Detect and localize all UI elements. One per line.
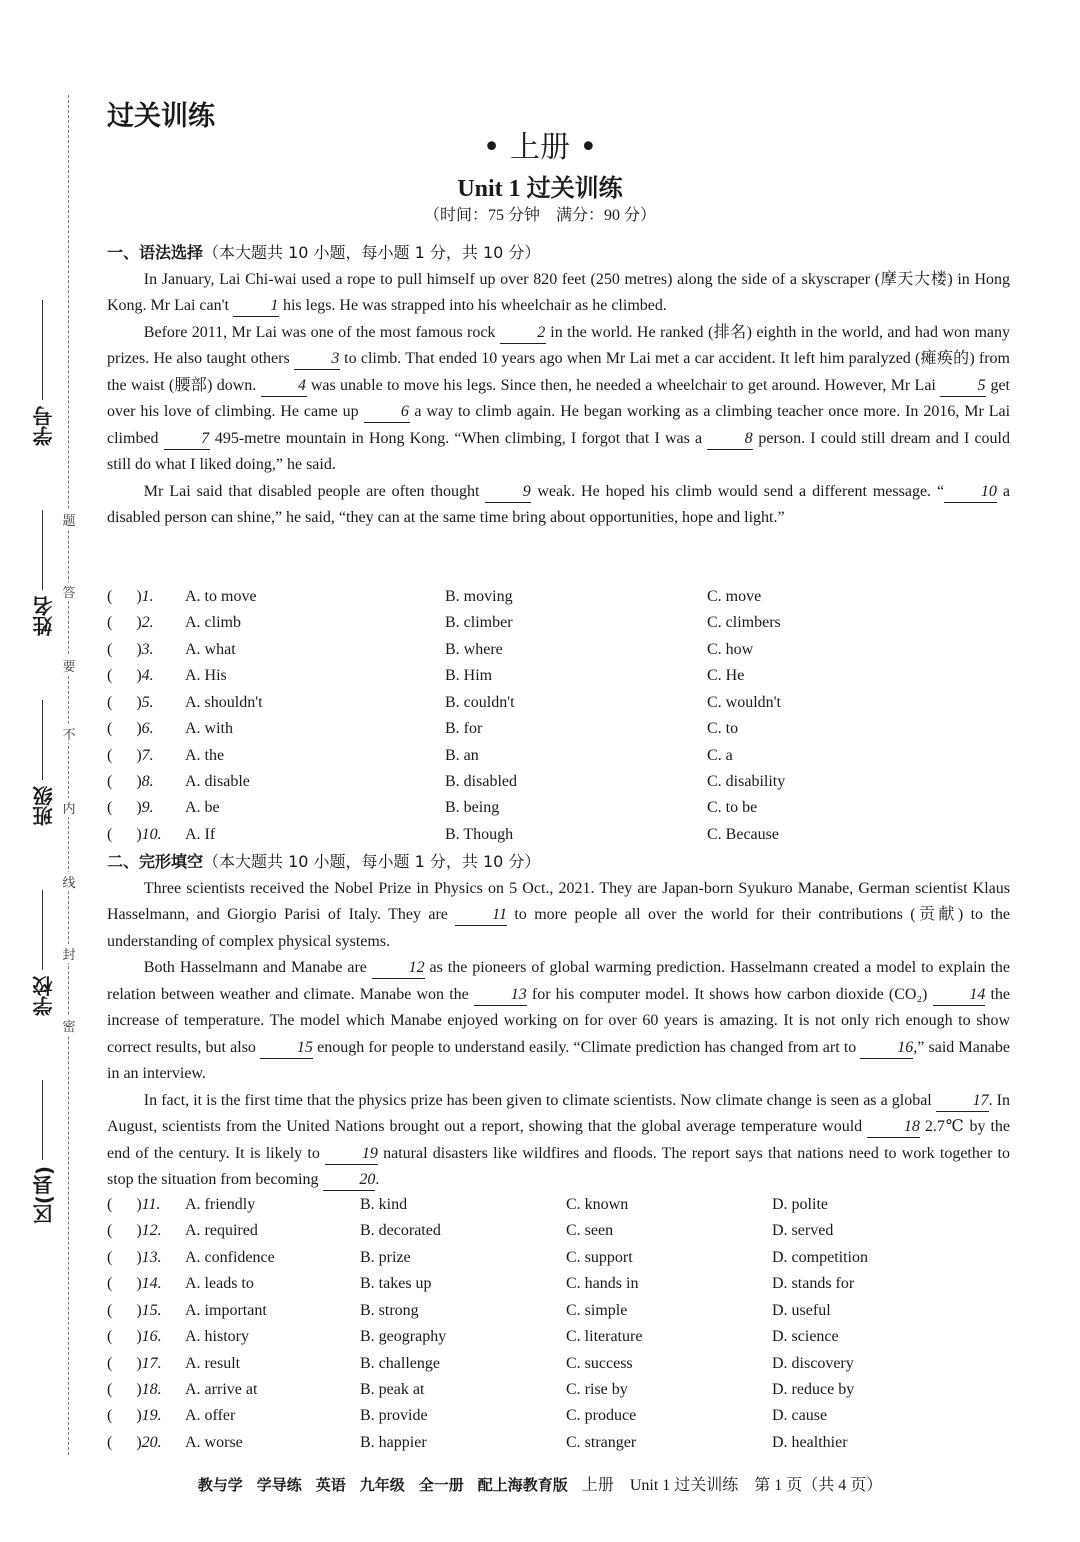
question-number: 10. (141, 825, 162, 843)
answer-blank[interactable]: 11 (455, 905, 507, 926)
answer-bracket[interactable]: ( )17. (107, 1354, 162, 1372)
answer-bracket[interactable]: ( )7. (107, 746, 154, 764)
answer-bracket[interactable]: ( )8. (107, 773, 154, 791)
option-b[interactable]: B. climber (445, 614, 513, 632)
option-b[interactable]: B. for (445, 720, 483, 738)
option-c[interactable]: C. simple (566, 1301, 628, 1319)
question-number: 14. (141, 1275, 162, 1293)
passage-text: Mr Lai said that disabled people are often thought (143, 482, 486, 500)
answer-blank[interactable]: 10 (944, 482, 997, 503)
seal-char: 内 (62, 798, 76, 817)
option-b[interactable]: B. happier (360, 1433, 427, 1451)
question-row (107, 822, 1010, 848)
option-c[interactable]: C. produce (566, 1407, 637, 1425)
passage-text: as the pioneers of global warming prediction. Hasselmann created a model to explain the relation between weather and climate. Manabe won the (107, 959, 1010, 1003)
question-row (107, 1430, 1010, 1456)
passage-text: to climb. That ended 10 years ago when Mr Lai met a car accident. It left him paralyzed (瘫痪的) from the waist (腰部) down. (107, 350, 1010, 394)
answer-bracket[interactable]: ( )1. (107, 587, 154, 605)
passage-text: 495-metre mountain in Hong Kong. “When climbing, I forgot that I was a (209, 429, 708, 447)
question-row (107, 769, 1010, 795)
part-title-rest: （本大题共 10 小题，每小题 1 分，共 10 分） (203, 243, 541, 262)
passage-text: in the world. He ranked (排名) eighth in the world, and had won many prizes. He also taught others (107, 323, 1010, 367)
seal-char: 线 (62, 872, 76, 891)
option-a[interactable]: A. history (185, 1328, 249, 1346)
seal-char: 要 (62, 656, 76, 675)
question-number: 12. (141, 1222, 162, 1240)
answer-bracket[interactable]: ( )12. (107, 1222, 162, 1240)
question-row (107, 1377, 1010, 1403)
answer-bracket[interactable]: ( )19. (107, 1407, 162, 1425)
footer-book-info: 配上海教育版 (477, 1476, 568, 1494)
answer-blank[interactable]: 20 (323, 1170, 376, 1191)
option-c[interactable]: C. hands in (566, 1275, 639, 1293)
option-b[interactable]: B. geography (360, 1328, 447, 1346)
option-c[interactable]: C. seen (566, 1222, 614, 1240)
option-a[interactable]: A. be (185, 799, 220, 817)
option-b[interactable]: B. couldn't (445, 693, 515, 711)
answer-blank[interactable]: 16 (860, 1038, 913, 1059)
answer-bracket[interactable]: ( )9. (107, 799, 154, 817)
passage-text: weak. He hoped his climb would send a different message. “ (531, 482, 945, 500)
option-c[interactable]: C. move (707, 587, 762, 605)
question-row (107, 1192, 1010, 1218)
passage-text: ,” said Manabe in an interview. (107, 1038, 1011, 1082)
footer-page-info: 上册 Unit 1 过关训练 第 1 页（共 4 页） (581, 1477, 883, 1494)
answer-blank[interactable]: 5 (940, 376, 986, 397)
seal-line (68, 95, 69, 1455)
option-b[interactable]: B. being (445, 799, 500, 817)
field-label: 班级 (31, 786, 56, 826)
option-b[interactable]: B. decorated (360, 1222, 441, 1240)
option-a[interactable]: A. to move (185, 587, 257, 605)
question-number: 4. (141, 667, 154, 685)
passage-text: person. I could still dream and I could still do what I liked doing,” he said. (107, 429, 1011, 473)
field-name[interactable] (26, 510, 60, 636)
footer-book-info: 学导练 (256, 1476, 302, 1494)
answer-blank[interactable]: 14 (933, 985, 986, 1006)
question-row (107, 1298, 1010, 1324)
question-number: 7. (141, 746, 154, 764)
field-label: 区(县) (31, 1166, 56, 1225)
field-school[interactable] (26, 890, 60, 1016)
option-b[interactable]: B. kind (360, 1195, 408, 1213)
option-a[interactable]: A. with (185, 720, 233, 738)
option-c[interactable]: C. rise by (566, 1381, 628, 1399)
answer-blank[interactable]: 4 (261, 376, 307, 397)
option-c[interactable]: C. known (566, 1195, 629, 1213)
part-grammar (107, 240, 1010, 532)
time-info: （时间：75 分钟 满分：90 分） (423, 207, 656, 224)
option-a[interactable]: A. what (185, 640, 236, 658)
question-number: 15. (141, 1301, 162, 1319)
field-label: 学号 (31, 406, 56, 446)
answer-bracket[interactable]: ( )15. (107, 1301, 162, 1319)
option-a[interactable]: A. offer (185, 1407, 236, 1425)
question-number: 11. (141, 1195, 161, 1213)
option-d[interactable]: D. competition (772, 1248, 868, 1266)
answer-blank[interactable]: 1 (233, 296, 279, 317)
answer-bracket[interactable]: ( )16. (107, 1328, 162, 1346)
option-a[interactable]: A. disable (185, 773, 250, 791)
option-a[interactable]: A. shouldn't (185, 693, 263, 711)
option-b[interactable]: B. peak at (360, 1381, 425, 1399)
question-row (107, 1271, 1010, 1297)
answer-blank[interactable]: 9 (485, 482, 531, 503)
question-number: 5. (141, 693, 154, 711)
passage-text: . In August, scientists from the United Nations brought out a report, showing that the global average temperature would (107, 1091, 1011, 1135)
option-b[interactable]: B. Though (445, 825, 514, 843)
option-c[interactable]: C. literature (566, 1328, 643, 1346)
question-row (107, 637, 1010, 663)
option-a[interactable]: A. His (185, 667, 227, 685)
passage-text: Three scientists received the Nobel Prize in Physics on 5 Oct., 2021. They are Japan-born Syukuro Manabe, German scientist Klaus Hasselmann, and Giorgio Parisi of Italy. They are (107, 879, 1010, 923)
field-district[interactable] (26, 1080, 60, 1224)
passage-paragraph (107, 1088, 1010, 1194)
option-b[interactable]: B. takes up (360, 1275, 432, 1293)
question-row (107, 1351, 1010, 1377)
question-number: 6. (141, 720, 154, 738)
passage-text: was unable to move his legs. Since then, he needed a wheelchair to get around. However, Mr Lai (306, 376, 941, 394)
answer-bracket[interactable]: ( )5. (107, 693, 154, 711)
passage-text: for his computer model. It shows how carbon dioxide (CO₂) (526, 985, 933, 1003)
passage-text: the increase of temperature. The model which Manabe enjoyed working on for over 60 years is amazing. It is not only rich enough to show correct results, but also (107, 985, 1011, 1056)
question-list-grammar (107, 584, 1010, 848)
seal-char: 题 (62, 510, 76, 529)
passage-text: In fact, it is the first time that the physics prize has been given to climate scientists. Now climate change is seen as a global (143, 1091, 936, 1109)
passage-text: a way to climb again. He began working as a climbing teacher once more. In 2016, Mr Lai climbed (107, 403, 1011, 447)
passage-text: Before 2011, Mr Lai was one of the most famous rock (143, 323, 500, 341)
passage-paragraph (107, 267, 1010, 320)
answer-blank[interactable]: 18 (867, 1117, 920, 1138)
passage-paragraph (107, 320, 1010, 479)
question-row (107, 796, 1010, 822)
field-student-number[interactable] (26, 300, 60, 446)
option-c[interactable]: C. support (566, 1248, 633, 1266)
footer-book-info: 九年级 (359, 1476, 405, 1494)
option-d[interactable]: D. cause (772, 1407, 828, 1425)
part-cloze (107, 849, 1010, 1194)
seal-char: 密 (62, 1016, 76, 1035)
blank-line (42, 1080, 44, 1160)
option-d[interactable]: D. healthier (772, 1433, 848, 1451)
blank-line (42, 700, 44, 780)
answer-blank[interactable]: 15 (260, 1038, 313, 1059)
option-d[interactable]: D. polite (772, 1195, 828, 1213)
answer-blank[interactable]: 13 (474, 985, 527, 1006)
part-title-bold: 一、语法选择 (107, 243, 204, 262)
question-number: 2. (141, 614, 154, 632)
question-row (107, 690, 1010, 716)
question-row (107, 1245, 1010, 1271)
answer-blank[interactable]: 12 (372, 958, 425, 979)
option-b[interactable]: B. strong (360, 1301, 419, 1319)
question-row (107, 1404, 1010, 1430)
answer-bracket[interactable]: ( )11. (107, 1195, 161, 1213)
answer-bracket[interactable]: ( )20. (107, 1433, 162, 1451)
question-row (107, 716, 1010, 742)
option-b[interactable]: B. challenge (360, 1354, 440, 1372)
option-c[interactable]: C. to (707, 720, 739, 738)
part-title-bold: 二、完形填空 (107, 852, 204, 871)
option-c[interactable]: C. success (566, 1354, 633, 1372)
option-a[interactable]: A. important (185, 1301, 267, 1319)
question-list-cloze (107, 1192, 1010, 1456)
option-a[interactable]: A. leads to (185, 1275, 254, 1293)
answer-bracket[interactable]: ( )4. (107, 667, 154, 685)
option-a[interactable]: A. worse (185, 1433, 243, 1451)
answer-bracket[interactable]: ( )18. (107, 1381, 162, 1399)
binding-margin (0, 0, 100, 1542)
question-number: 3. (141, 640, 154, 658)
footer-book-info: 全一册 (418, 1476, 464, 1494)
question-row (107, 610, 1010, 636)
option-d[interactable]: D. stands for (772, 1275, 855, 1293)
answer-bracket[interactable]: ( )13. (107, 1248, 162, 1266)
blank-line (42, 510, 44, 590)
section-heading: 过关训练 (107, 101, 215, 132)
passage-text: a disabled person can shine,” he said, “they can at the same time bring about opportunities, hope and light.” (107, 482, 1010, 526)
answer-blank[interactable]: 2 (500, 323, 546, 344)
volume-title: • 上册 • (482, 130, 598, 165)
question-number: 8. (141, 773, 154, 791)
passage-text: his legs. He was strapped into his wheelchair as he climbed. (278, 297, 667, 314)
blank-line (42, 300, 44, 400)
option-a[interactable]: A. If (185, 825, 216, 843)
passage-text: to more people all over the world for their contributions (贡献) to the understanding of complex physical systems. (107, 906, 1010, 950)
seal-char: 封 (62, 944, 76, 963)
option-a[interactable]: A. friendly (185, 1195, 256, 1213)
footer-book-info: 英语 (315, 1476, 346, 1494)
option-a[interactable]: A. the (185, 746, 225, 764)
option-c[interactable]: C. stranger (566, 1433, 637, 1451)
passage-text: Both Hasselmann and Manabe are (143, 959, 372, 976)
answer-bracket[interactable]: ( )2. (107, 614, 154, 632)
answer-bracket[interactable]: ( )6. (107, 720, 154, 738)
option-b[interactable]: B. where (445, 640, 503, 658)
option-c[interactable]: C. climbers (707, 614, 781, 632)
question-number: 19. (141, 1407, 162, 1425)
passage-text: enough for people to understand easily. “Climate prediction has changed from art to (312, 1038, 861, 1056)
part-title (107, 240, 1010, 267)
answer-bracket[interactable]: ( )14. (107, 1275, 162, 1293)
part-title (107, 849, 1010, 876)
question-row (107, 743, 1010, 769)
option-d[interactable]: D. served (772, 1222, 834, 1240)
field-class[interactable] (26, 700, 60, 826)
passage-text: . (375, 1171, 380, 1188)
option-c[interactable]: C. wouldn't (707, 693, 781, 711)
question-number: 20. (141, 1433, 162, 1451)
part-title-rest: （本大题共 10 小题，每小题 1 分，共 10 分） (203, 852, 541, 871)
answer-blank[interactable]: 3 (294, 349, 340, 370)
option-b[interactable]: B. an (445, 746, 479, 764)
option-b[interactable]: B. disabled (445, 773, 517, 791)
passage-text: natural disasters like wildfires and floods. The report says that nations need to work together to stop the situation from becoming (107, 1144, 1010, 1188)
question-number: 13. (141, 1248, 162, 1266)
option-a[interactable]: A. climb (185, 614, 241, 632)
question-row (107, 1218, 1010, 1244)
question-number: 16. (141, 1328, 162, 1346)
option-a[interactable]: A. confidence (185, 1248, 275, 1266)
passage-text: 2.7℃ by the end of the century. It is likely to (107, 1118, 1010, 1162)
passage-paragraph (107, 955, 1010, 1088)
option-b[interactable]: B. Him (445, 667, 493, 685)
field-label: 姓名 (31, 596, 56, 636)
option-c[interactable]: C. Because (707, 825, 779, 843)
question-number: 17. (141, 1354, 162, 1372)
option-c[interactable]: C. how (707, 640, 754, 658)
field-label: 学校 (31, 976, 56, 1016)
option-d[interactable]: D. useful (772, 1301, 831, 1319)
question-row (107, 1324, 1010, 1350)
answer-blank[interactable]: 19 (325, 1144, 378, 1165)
option-c[interactable]: C. to be (707, 799, 758, 817)
page-footer (0, 1472, 1080, 1495)
passage-text: get over his love of climbing. He came up (107, 376, 1010, 420)
option-b[interactable]: B. moving (445, 587, 513, 605)
passage-paragraph (107, 876, 1010, 956)
question-row (107, 663, 1010, 689)
option-b[interactable]: B. provide (360, 1407, 428, 1425)
question-number: 1. (141, 587, 154, 605)
answer-blank[interactable]: 6 (364, 402, 410, 423)
option-b[interactable]: B. prize (360, 1248, 411, 1266)
option-c[interactable]: C. disability (707, 773, 786, 791)
answer-blank[interactable]: 8 (707, 429, 753, 450)
option-c[interactable]: C. He (707, 667, 745, 685)
option-a[interactable]: A. arrive at (185, 1381, 258, 1399)
blank-line (42, 890, 44, 970)
option-a[interactable]: A. required (185, 1222, 258, 1240)
answer-blank[interactable]: 7 (164, 429, 210, 450)
seal-char: 答 (62, 582, 76, 601)
answer-bracket[interactable]: ( )10. (107, 825, 162, 843)
option-a[interactable]: A. result (185, 1354, 241, 1372)
option-c[interactable]: C. a (707, 746, 733, 764)
answer-blank[interactable]: 17 (936, 1091, 989, 1112)
question-number: 18. (141, 1381, 162, 1399)
option-d[interactable]: D. science (772, 1328, 839, 1346)
passage-text: In January, Lai Chi-wai used a rope to pull himself up over 820 feet (250 metres) along the side of a skyscraper (摩天大楼) in Hong Kong. Mr Lai can't (107, 270, 1010, 314)
option-d[interactable]: D. reduce by (772, 1381, 855, 1399)
seal-char: 不 (62, 724, 76, 743)
option-d[interactable]: D. discovery (772, 1354, 854, 1372)
answer-bracket[interactable]: ( )3. (107, 640, 154, 658)
passage-paragraph (107, 479, 1010, 532)
footer-book-info: 教与学 (197, 1476, 243, 1494)
unit-title: Unit 1 过关训练 (457, 176, 623, 202)
question-row (107, 584, 1010, 610)
question-number: 9. (141, 799, 154, 817)
